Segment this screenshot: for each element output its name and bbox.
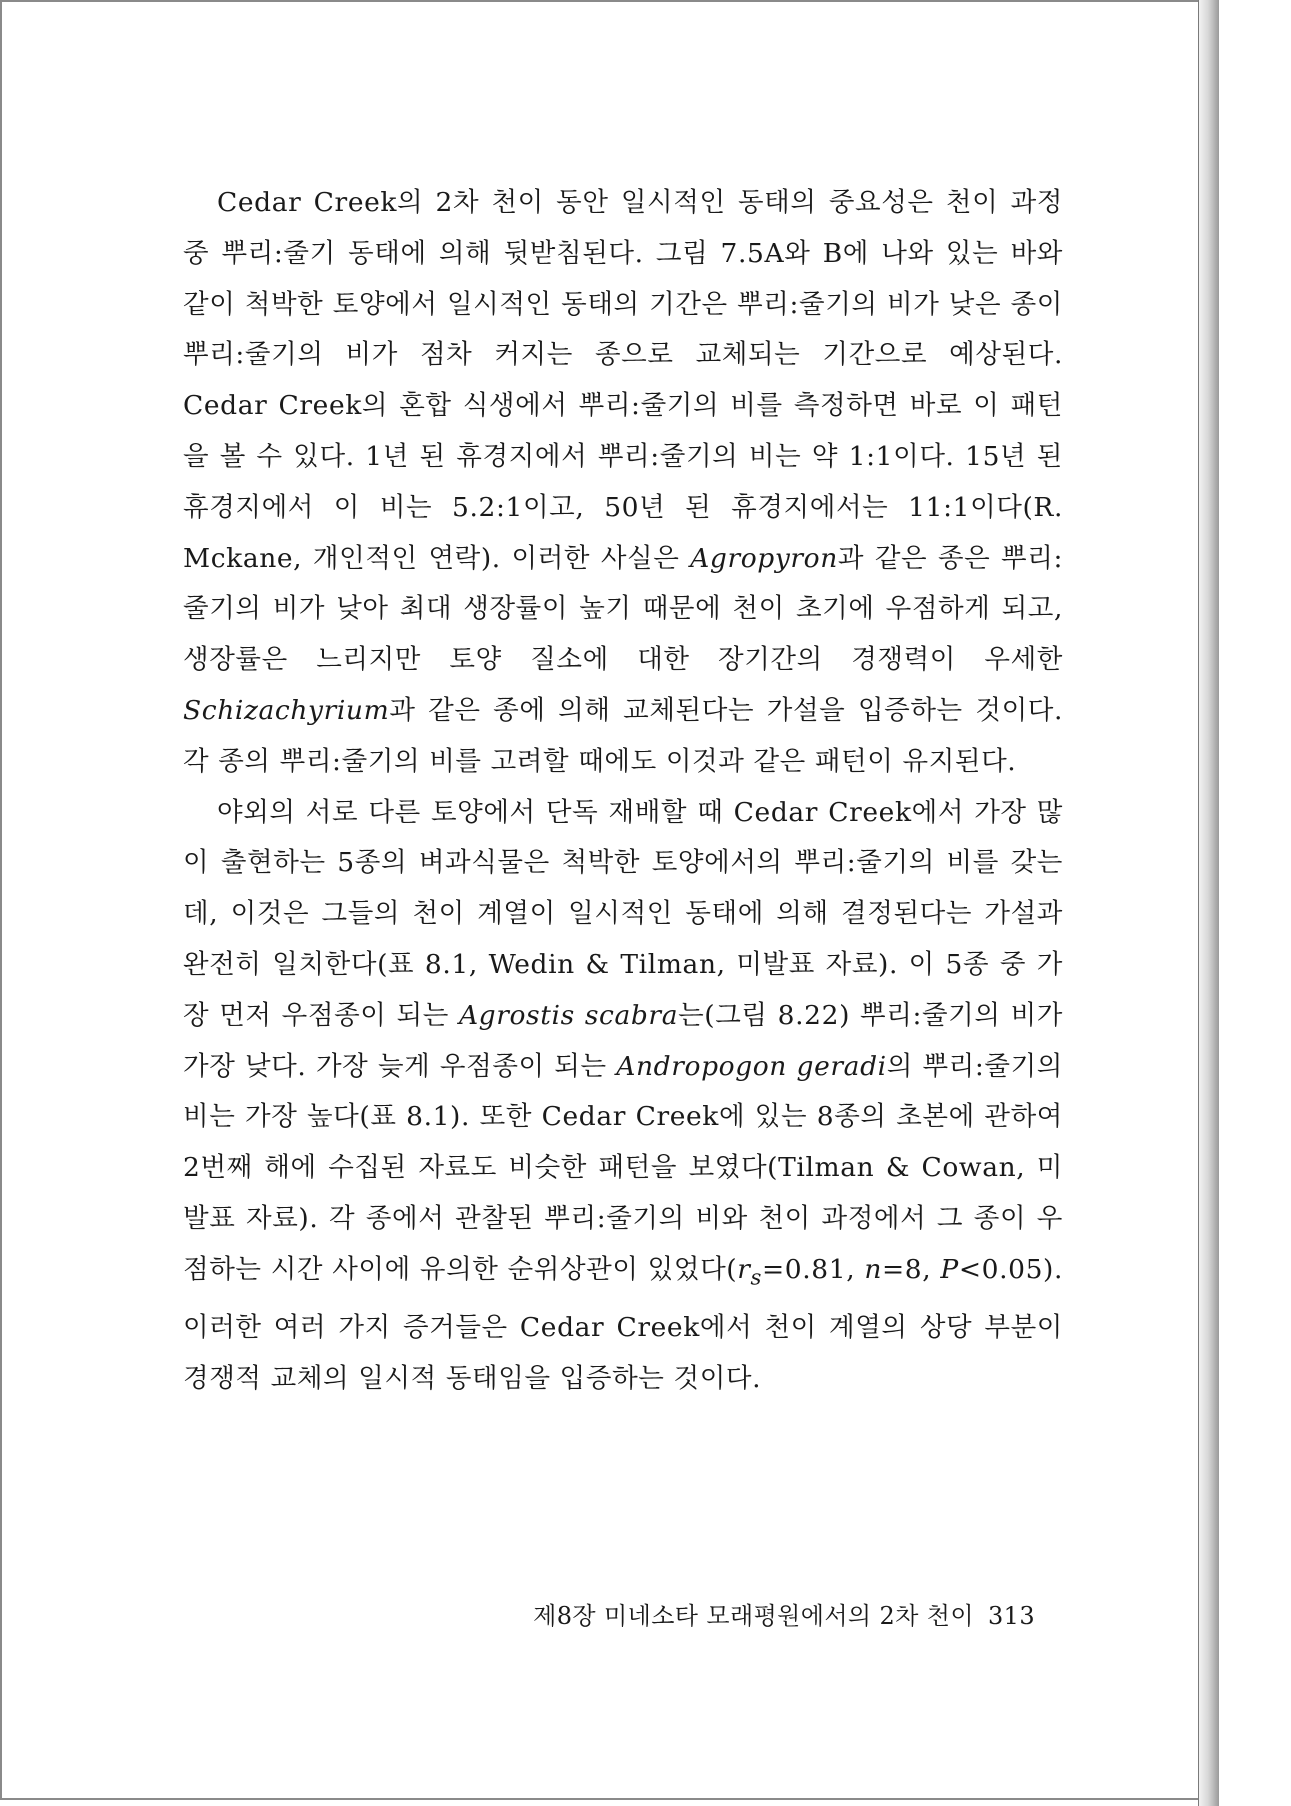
paragraph-2 [183,788,1063,1405]
species-agropyron: Agropyron [690,542,838,574]
paragraph-2-text-b: 는(그림 8.22) 뿌리:줄기의 비가 가장 낮다. 가장 늦게 우점종이 되는 [183,999,1063,1082]
paragraph-1-text-b: 과 같은 종은 뿌리:줄기의 비가 낮아 최대 생장률이 높기 때문에 천이 초기에 우점하게 되고, 생장률은 느리지만 토양 질소에 대한 장기간의 경쟁력이 우세한 [183,542,1063,676]
paragraph-1-text-a: Cedar Creek의 2차 천이 동안 일시적인 동태의 중요성은 천이 과정 중 뿌리:줄기 동태에 의해 뒷받침된다. 그림 7.5A와 B에 나와 있는 바와 같이 척박한 토양에서 일시적인 동태의 기간은 뿌리:줄기의 비가 낮은 종이 뿌리:줄기의 비가 점차 커지는 종으로 교체되는 기간으로 예상된다. Cedar Creek의 혼합 식생에서 뿌리:줄기의 비를 측정하면 바로 이 패턴을 볼 수 있다. 1년 된 휴경지에서 뿌리:줄기의 비는 약 1:1이다. 15년 된 휴경지에서 이 비는 5.2:1이고, 50년 된 휴경지에서는 11:1이다(R. Mckane, 개인적인 연락). 이러한 사실은 [183,187,1063,574]
species-andropogon-geradi: Andropogon geradi [616,1050,887,1082]
species-schizachyrium: Schizachyrium [183,694,390,726]
species-agrostis-scabra: Agrostis scabra [458,999,679,1031]
page-number: 313 [987,1602,1035,1630]
paragraph-2-text-d: ). 이러한 여러 가지 증거들은 Cedar Creek에서 천이 계열의 상당 부분이 경쟁적 교체의 일시적 동태임을 입증하는 것이다. [183,1253,1064,1394]
stat-r-subscript: s [750,1264,762,1290]
paragraph-1 [183,178,1063,788]
chapter-title: 제8장 미네소타 모래평원에서의 2차 천이 [533,1602,974,1630]
paragraph-2-text-a: 야외의 서로 다른 토양에서 단독 재배할 때 Cedar Creek에서 가장 많이 출현하는 5종의 벼과식물은 척박한 토양에서의 뿌리:줄기의 비를 갖는데, 이것은 그들의 천이 계열이 일시적인 동태에 의해 결정된다는 가설과 완전히 일치한다(표 8.1, Wedin & Tilman, 미발표 자료). 이 5종 중 가장 먼저 우점종이 되는 [183,796,1063,1031]
stat-r-symbol: r [737,1253,751,1285]
stat-r-value: =0.81, [761,1253,865,1285]
paragraph-1-text-c: 과 같은 종에 의해 교체된다는 가설을 입증하는 것이다. 각 종의 뿌리:줄기의 비를 고려할 때에도 이것과 같은 패턴이 유지된다. [183,694,1063,777]
stat-n-symbol: n [864,1253,882,1285]
running-footer [520,1596,1035,1631]
body-text [183,178,1063,1404]
page-edge-shadow [1198,0,1219,1806]
stat-n-value: =8, [882,1253,941,1285]
paragraph-2-text-c: 의 뿌리:줄기의 비는 가장 높다(표 8.1). 또한 Cedar Creek에 있는 8종의 초본에 관하여 2번째 해에 수집된 자료도 비슷한 패턴을 보였다(Tilman & Cowan, 미발표 자료). 각 종에서 관찰된 뿌리:줄기의 비와 천이 과정에서 그 종이 우점하는 시간 사이에 유의한 순위상관이 있었다( [183,1050,1064,1285]
stat-p-value: <0.05 [958,1253,1044,1285]
stat-p-symbol: P [940,1253,959,1285]
